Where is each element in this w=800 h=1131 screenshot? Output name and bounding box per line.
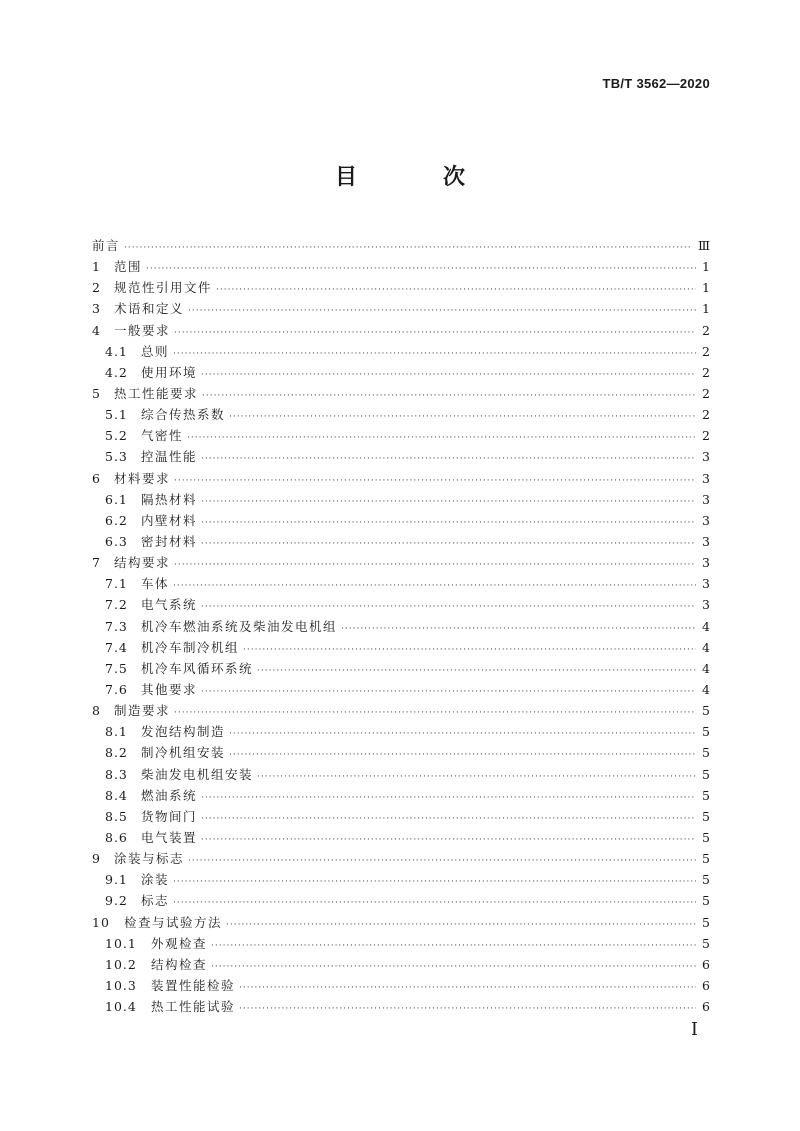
toc-leader-dots <box>188 301 696 322</box>
toc-entry-number: 7.1 <box>105 576 128 592</box>
toc-entry[interactable] <box>92 383 710 404</box>
toc-leader-dots <box>187 428 696 449</box>
toc-entry-page: 1 <box>702 280 710 296</box>
toc-entry-label: 气密性 <box>141 428 184 444</box>
toc-entry-number: 6.1 <box>105 491 128 507</box>
toc-entry-label: 密封材料 <box>141 533 198 549</box>
toc-entry-page: 5 <box>702 935 710 951</box>
toc-entry-number: 8.5 <box>105 808 128 824</box>
toc-entry-number: 5.3 <box>105 449 128 465</box>
toc-entry-number: 7.3 <box>105 618 128 634</box>
toc-entry-page: 2 <box>702 407 710 423</box>
toc-entry-label: 机冷车风循环系统 <box>141 660 254 676</box>
toc-entry-page: 1 <box>702 259 710 275</box>
toc-entry-page: 4 <box>702 681 710 697</box>
toc-entry-page: 4 <box>702 660 710 676</box>
toc-leader-dots <box>174 471 696 492</box>
toc-entry[interactable] <box>92 975 710 996</box>
toc-entry-label: 结构要求 <box>114 555 171 571</box>
toc-entry-label: 标志 <box>141 893 170 909</box>
toc-entry[interactable] <box>92 679 710 700</box>
toc-entry-label: 总则 <box>141 343 170 359</box>
toc-entry-page: 5 <box>702 703 710 719</box>
toc-entry-label: 发泡结构制造 <box>141 724 226 740</box>
toc-entry[interactable] <box>92 552 710 573</box>
toc-entry-page: 3 <box>702 491 710 507</box>
toc-entry-number: 8.3 <box>105 766 128 782</box>
toc-leader-dots <box>341 619 696 640</box>
toc-leader-dots <box>239 999 696 1020</box>
toc-entry[interactable] <box>92 890 710 911</box>
toc-entry-label: 控温性能 <box>141 449 198 465</box>
toc-entry[interactable] <box>92 912 710 933</box>
toc-entry-page: 3 <box>702 512 710 528</box>
toc-entry-page: 4 <box>702 618 710 634</box>
toc-entry-page: 3 <box>702 555 710 571</box>
toc-leader-dots <box>257 767 696 788</box>
toc-entry-number: 7.5 <box>105 660 128 676</box>
toc-entry[interactable] <box>92 637 710 658</box>
toc-entry-page: 3 <box>702 597 710 613</box>
toc-entry[interactable] <box>92 700 710 721</box>
toc-entry-number: 8.1 <box>105 724 128 740</box>
toc-leader-dots <box>201 830 696 851</box>
toc-entry-page: 2 <box>702 364 710 380</box>
toc-entry-label: 热工性能要求 <box>114 385 199 401</box>
toc-entry-label: 涂装 <box>141 872 170 888</box>
toc-entry-label: 外观检查 <box>151 935 208 951</box>
toc-entry[interactable] <box>92 616 710 637</box>
toc-entry-label: 制造要求 <box>114 703 171 719</box>
toc-entry-page: Ⅲ <box>697 238 710 253</box>
table-of-contents <box>92 235 710 1017</box>
toc-entry-label: 燃油系统 <box>141 787 198 803</box>
toc-entry[interactable] <box>92 489 710 510</box>
toc-entry-number: 7.2 <box>105 597 128 613</box>
toc-entry-number: 7 <box>92 555 101 571</box>
toc-entry-number: 8.6 <box>105 829 128 845</box>
toc-entry-label: 术语和定义 <box>114 301 185 317</box>
toc-entry-label: 综合传热系数 <box>141 407 226 423</box>
toc-entry-number: 7.6 <box>105 681 128 697</box>
toc-entry-label: 电气装置 <box>141 829 198 845</box>
toc-entry-page: 5 <box>702 851 710 867</box>
toc-leader-dots <box>202 386 696 407</box>
toc-entry-label: 柴油发电机组安装 <box>141 766 254 782</box>
toc-entry[interactable] <box>92 510 710 531</box>
page-number: Ⅰ <box>690 1019 698 1040</box>
toc-leader-dots <box>257 661 696 682</box>
toc-leader-dots <box>201 682 696 703</box>
toc-entry[interactable] <box>92 298 710 319</box>
toc-entry-label: 涂装与标志 <box>114 851 185 867</box>
toc-leader-dots <box>173 576 696 597</box>
toc-leader-dots <box>201 788 696 809</box>
toc-leader-dots <box>174 703 696 724</box>
toc-entry-page: 3 <box>702 470 710 486</box>
toc-entry[interactable] <box>92 954 710 975</box>
toc-entry-number: 3 <box>92 301 101 317</box>
toc-entry-page: 2 <box>702 343 710 359</box>
toc-entry[interactable] <box>92 277 710 298</box>
toc-entry-page: 3 <box>702 449 710 465</box>
toc-entry-label: 前言 <box>92 238 121 253</box>
toc-entry-label: 内壁材料 <box>141 512 198 528</box>
toc-entry-label: 车体 <box>141 576 170 592</box>
toc-leader-dots <box>173 872 696 893</box>
toc-entry-number: 10.4 <box>105 999 137 1015</box>
toc-entry-number: 10.3 <box>105 977 137 993</box>
toc-entry-page: 4 <box>702 639 710 655</box>
toc-entry-label: 其他要求 <box>141 681 198 697</box>
toc-entry[interactable] <box>92 764 710 785</box>
toc-entry-number: 10.2 <box>105 956 137 972</box>
toc-entry-page: 6 <box>702 999 710 1015</box>
toc-leader-dots <box>243 640 696 661</box>
toc-entry-page: 5 <box>702 787 710 803</box>
toc-entry-label: 检查与试验方法 <box>124 914 223 930</box>
toc-entry-page: 3 <box>702 533 710 549</box>
toc-entry-number: 4.2 <box>105 364 128 380</box>
toc-entry-number: 9.2 <box>105 893 128 909</box>
toc-entry-page: 3 <box>702 576 710 592</box>
toc-entry[interactable] <box>92 594 710 615</box>
toc-entry-number: 7.4 <box>105 639 128 655</box>
toc-entry-page: 5 <box>702 893 710 909</box>
toc-entry-page: 5 <box>702 766 710 782</box>
toc-entry[interactable] <box>92 404 710 425</box>
toc-entry[interactable] <box>92 827 710 848</box>
toc-entry[interactable] <box>92 573 710 594</box>
toc-leader-dots <box>226 915 696 936</box>
toc-entry-label: 制冷机组安装 <box>141 745 226 761</box>
toc-leader-dots <box>201 365 696 386</box>
toc-entry-number: 6 <box>92 470 101 486</box>
toc-entry[interactable] <box>92 446 710 467</box>
toc-entry[interactable] <box>92 742 710 763</box>
toc-leader-dots <box>188 851 696 872</box>
toc-entry-page: 5 <box>702 914 710 930</box>
toc-entry-page: 5 <box>702 724 710 740</box>
toc-entry-number: 8.4 <box>105 787 128 803</box>
toc-entry[interactable] <box>92 848 710 869</box>
toc-leader-dots <box>146 259 696 280</box>
toc-entry[interactable] <box>92 933 710 954</box>
toc-entry-label: 装置性能检验 <box>151 977 236 993</box>
toc-entry-page: 2 <box>702 385 710 401</box>
toc-entry-label: 热工性能试验 <box>151 999 236 1015</box>
toc-leader-dots <box>229 745 696 766</box>
toc-entry-number: 4.1 <box>105 343 128 359</box>
toc-leader-dots <box>201 809 696 830</box>
toc-entry[interactable] <box>92 425 710 446</box>
toc-entry-number: 6.2 <box>105 512 128 528</box>
toc-leader-dots <box>201 492 696 513</box>
toc-entry-label: 货物间门 <box>141 808 198 824</box>
toc-entry-number: 5.1 <box>105 407 128 423</box>
toc-leader-dots <box>174 555 696 576</box>
document-code: TB/T 3562—2020 <box>602 76 710 91</box>
toc-entry[interactable] <box>92 341 710 362</box>
toc-leader-dots <box>229 724 696 745</box>
toc-entry-page: 5 <box>702 745 710 761</box>
toc-entry-number: 9 <box>92 851 101 867</box>
toc-entry-label: 隔热材料 <box>141 491 198 507</box>
toc-entry-label: 结构检查 <box>151 956 208 972</box>
toc-leader-dots <box>211 936 696 957</box>
toc-entry-label: 使用环境 <box>141 364 198 380</box>
toc-entry[interactable] <box>92 468 710 489</box>
toc-entry-number: 9.1 <box>105 872 128 888</box>
toc-entry-number: 8.2 <box>105 745 128 761</box>
toc-entry-label: 规范性引用文件 <box>114 280 213 296</box>
toc-entry[interactable] <box>92 996 710 1017</box>
toc-leader-dots <box>239 978 696 999</box>
toc-leader-dots <box>174 323 696 344</box>
toc-leader-dots <box>201 449 696 470</box>
toc-entry[interactable] <box>92 806 710 827</box>
toc-entry[interactable] <box>92 869 710 890</box>
toc-entry-label: 一般要求 <box>114 322 171 338</box>
toc-entry-page: 5 <box>702 808 710 824</box>
page-title: 目 次 <box>334 165 497 190</box>
toc-entry-number: 10 <box>92 914 110 930</box>
toc-entry[interactable] <box>92 721 710 742</box>
toc-leader-dots <box>229 407 696 428</box>
toc-entry-page: 2 <box>702 428 710 444</box>
toc-entry-page: 5 <box>702 829 710 845</box>
toc-entry-number: 2 <box>92 280 101 296</box>
toc-entry[interactable] <box>92 362 710 383</box>
toc-leader-dots <box>201 513 696 534</box>
toc-entry-label: 电气系统 <box>141 597 198 613</box>
toc-entry-page: 6 <box>702 977 710 993</box>
toc-entry[interactable] <box>92 256 710 277</box>
toc-entry-page: 1 <box>702 301 710 317</box>
toc-entry-label: 范围 <box>114 259 143 275</box>
toc-entry[interactable] <box>92 531 710 552</box>
toc-leader-dots <box>216 280 696 301</box>
toc-entry[interactable] <box>92 320 710 341</box>
toc-entry-number: 4 <box>92 322 101 338</box>
toc-leader-dots <box>124 238 692 259</box>
toc-entry-number: 6.3 <box>105 533 128 549</box>
toc-entry-label: 机冷车燃油系统及柴油发电机组 <box>141 618 338 634</box>
toc-entry-page: 5 <box>702 872 710 888</box>
toc-entry-number: 5.2 <box>105 428 128 444</box>
toc-entry-label: 机冷车制冷机组 <box>141 639 240 655</box>
toc-entry-number: 5 <box>92 385 101 401</box>
toc-leader-dots <box>201 534 696 555</box>
toc-leader-dots <box>173 893 696 914</box>
toc-entry-number: 1 <box>92 259 101 275</box>
toc-leader-dots <box>211 957 696 978</box>
toc-entry[interactable] <box>92 235 710 256</box>
toc-entry[interactable] <box>92 658 710 679</box>
toc-entry-number: 8 <box>92 703 101 719</box>
toc-entry-page: 6 <box>702 956 710 972</box>
toc-entry-label: 材料要求 <box>114 470 171 486</box>
toc-entry[interactable] <box>92 785 710 806</box>
toc-leader-dots <box>173 344 696 365</box>
toc-entry-number: 10.1 <box>105 935 137 951</box>
toc-entry-page: 2 <box>702 322 710 338</box>
